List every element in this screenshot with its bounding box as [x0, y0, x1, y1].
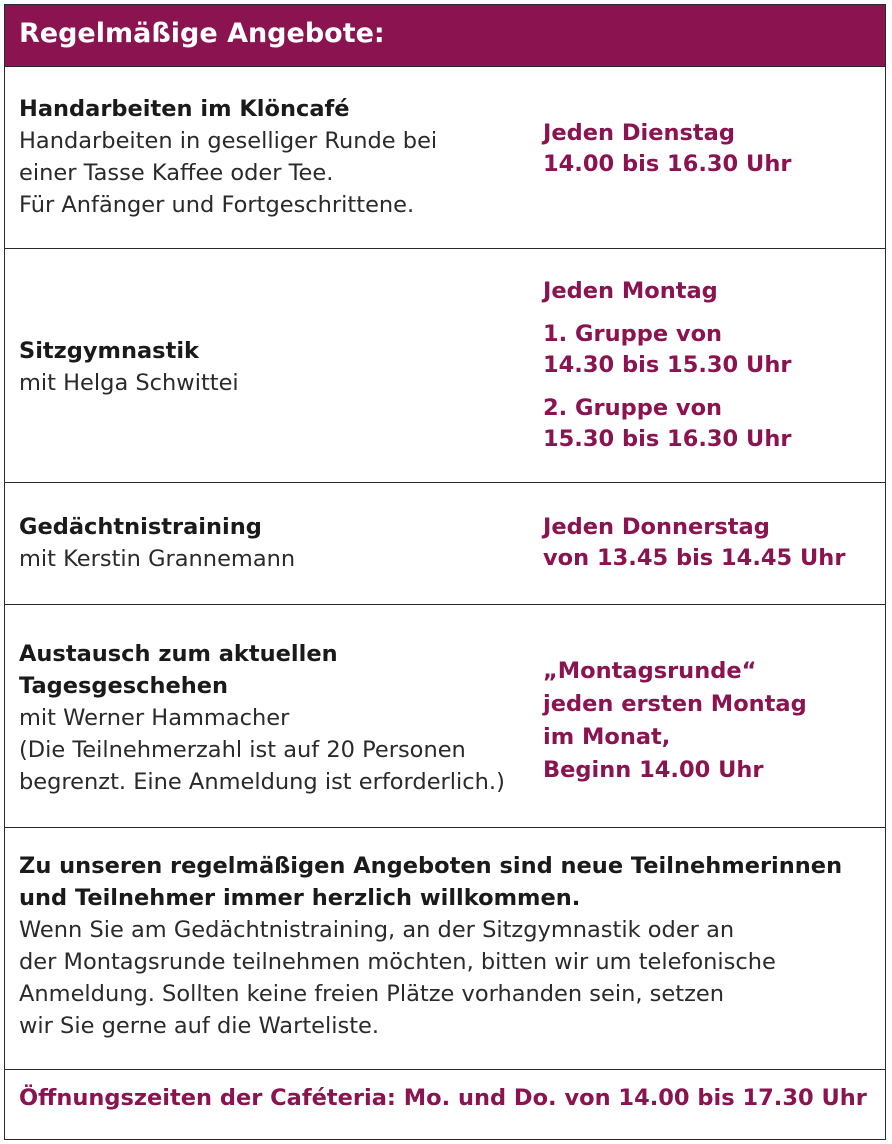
welcome-note-content — [19, 850, 879, 1042]
offer-info — [19, 335, 519, 399]
offers-table — [4, 4, 886, 1140]
welcome-note — [5, 828, 885, 1070]
offer-info — [19, 511, 519, 575]
offer-time — [543, 276, 878, 455]
offer-time-line: im Monat, — [543, 724, 671, 750]
offer-time — [543, 118, 878, 180]
offer-desc-line: mit Kerstin Grannemann — [19, 546, 296, 572]
offer-title: Sitzgymnastik — [19, 338, 200, 364]
offer-group-line: 14.30 bis 15.30 Uhr — [543, 352, 792, 378]
offer-time-line: „Montagsrunde“ — [543, 658, 757, 684]
note-text-line: wir Sie gerne auf die Warteliste. — [19, 1013, 380, 1039]
page-title: Regelmäßige Angebote: — [19, 18, 385, 49]
opening-hours — [5, 1070, 885, 1139]
offer-time-line: Jeden Dienstag — [543, 120, 735, 146]
offer-time-line: 14.00 bis 16.30 Uhr — [543, 151, 792, 177]
offer-row-sitzgymnastik — [5, 249, 885, 483]
offer-desc-line: einer Tasse Kaffee oder Tee. — [19, 160, 334, 186]
offer-group-line: 15.30 bis 16.30 Uhr — [543, 426, 792, 452]
offer-title: Handarbeiten im Klöncafé — [19, 96, 350, 122]
offer-row-austausch — [5, 605, 885, 828]
opening-hours-text: Öffnungszeiten der Caféteria: Mo. und Do. von 14.00 bis 17.30 Uhr — [19, 1085, 867, 1111]
offer-time-line: Beginn 14.00 Uhr — [543, 757, 764, 783]
offer-desc-line: Handarbeiten in geselliger Runde bei — [19, 128, 438, 154]
offer-info — [19, 638, 519, 798]
offer-title-line: Austausch zum aktuellen — [19, 641, 338, 667]
note-text-line: der Montagsrunde teilnehmen möchten, bitten wir um telefonische — [19, 949, 776, 975]
offer-time-head: Jeden Montag — [543, 278, 718, 304]
offer-row-handarbeiten — [5, 66, 885, 249]
note-title-line: und Teilnehmer immer herzlich willkommen. — [19, 885, 581, 911]
offer-info — [19, 93, 519, 221]
offer-time — [543, 512, 878, 574]
offer-desc-line: (Die Teilnehmerzahl ist auf 20 Personen — [19, 737, 466, 763]
note-text-line: Wenn Sie am Gedächtnistraining, an der Sitzgymnastik oder an — [19, 917, 735, 943]
note-text-line: Anmeldung. Sollten keine freien Plätze vorhanden sein, setzen — [19, 981, 724, 1007]
offer-title-line: Tagesgeschehen — [19, 673, 229, 699]
offer-desc-line: mit Werner Hammacher — [19, 705, 290, 731]
header-bar — [5, 5, 885, 67]
offer-row-gedaechtnistraining — [5, 483, 885, 605]
offer-time-line: jeden ersten Montag — [543, 691, 807, 717]
offer-desc-line: Für Anfänger und Fortgeschrittene. — [19, 192, 415, 218]
offer-title: Gedächtnistraining — [19, 514, 262, 540]
offer-time-line: von 13.45 bis 14.45 Uhr — [543, 545, 846, 571]
offer-time-line: Jeden Donnerstag — [543, 514, 770, 540]
offer-time — [543, 655, 878, 787]
offer-desc-line: begrenzt. Eine Anmeldung ist erforderlich.) — [19, 769, 505, 795]
offer-desc-line: mit Helga Schwittei — [19, 370, 239, 396]
offer-group-line: 1. Gruppe von — [543, 321, 723, 347]
note-title-line: Zu unseren regelmäßigen Angeboten sind neue Teilnehmerinnen — [19, 853, 843, 879]
offer-group-line: 2. Gruppe von — [543, 395, 723, 421]
